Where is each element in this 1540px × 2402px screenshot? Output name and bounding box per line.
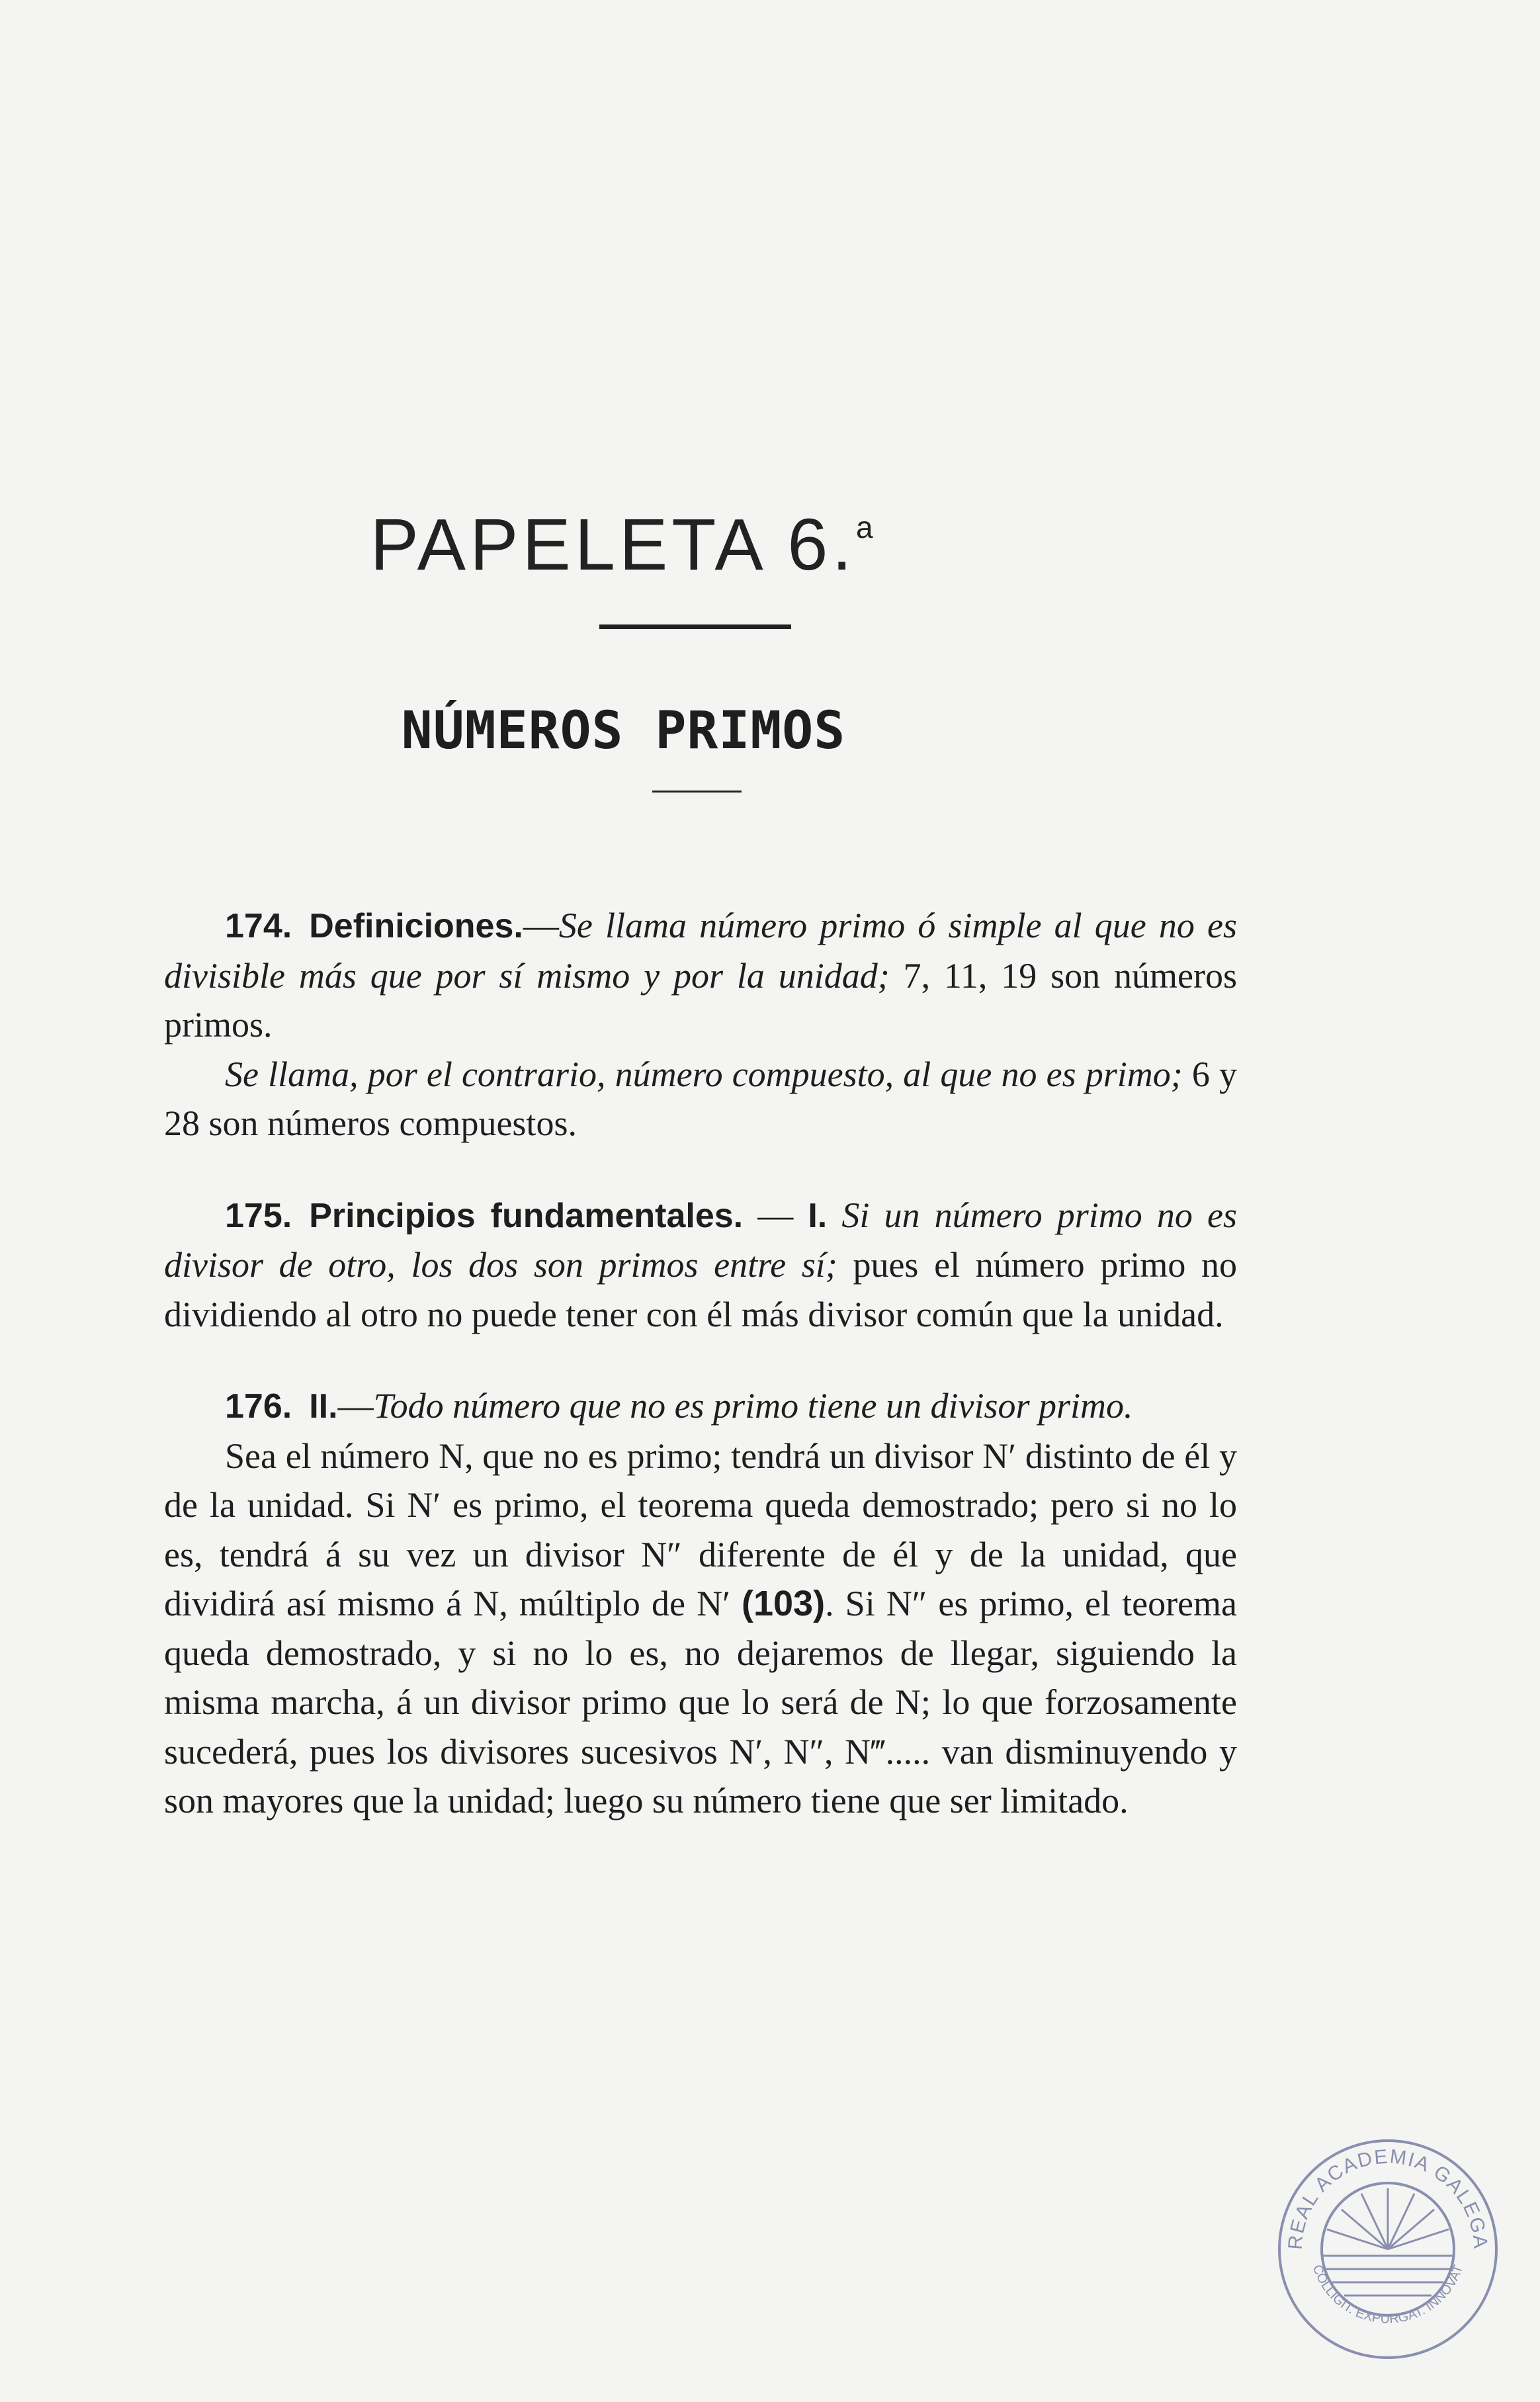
papeleta-heading: PAPELETA 6.$^a$	[370, 504, 877, 585]
document-body	[164, 901, 1237, 1826]
stamp-text-top: REAL ACADEMIA GALEGA	[1284, 2145, 1492, 2251]
paragraph-174-compound: Se llama, por el contrario, número compuesto, al que no es primo; 6 y 28 son números compuestos.	[164, 1054, 1238, 1143]
section-title: NÚMEROS PRIMOS	[401, 701, 846, 761]
library-stamp	[1275, 2137, 1500, 2362]
title-rule	[652, 791, 742, 793]
paragraph-176-proof: Sea el número N, que no es primo; tendrá un divisor N′ distinto de él y de la unidad. Si N′ es primo, el teorema queda demostrado; pero si no lo es, tendrá á su vez un divisor N″ diferente de él y de la unidad, que dividirá así mismo á N, múltiplo de N′ (103). Si N″ es primo, el teorema queda demostrado, y si no lo es, no dejaremos de llegar, siguiendo la misma marcha, á un divisor primo que lo será de N; lo que forzosamente sucederá, pues los divisores sucesivos N′, N″, N‴..... van disminuyendo y son mayores que la unidad; luego su número tiene que ser limitado.	[164, 1436, 1237, 1821]
heading-rule	[599, 624, 791, 629]
stamp-text-bottom: COLLIGIT. EXPURGAT. INNOVAT	[1309, 2262, 1467, 2327]
paragraph-175: 175. Principios fundamentales. — I. Si un número primo no es divisor de otro, los dos son primos entre sí; pues el número primo no dividiendo al otro no puede tener con él más divisor común que la unidad.	[164, 1195, 1237, 1334]
paragraph-176: 176. II.—Todo número que no es primo tiene un divisor primo.	[225, 1386, 1133, 1426]
paragraph-174: 174. Definiciones.—Se llama número primo ó simple al que no es divisible más que por sí mismo y por la unidad; 7, 11, 19 son números primos.	[164, 906, 1237, 1045]
